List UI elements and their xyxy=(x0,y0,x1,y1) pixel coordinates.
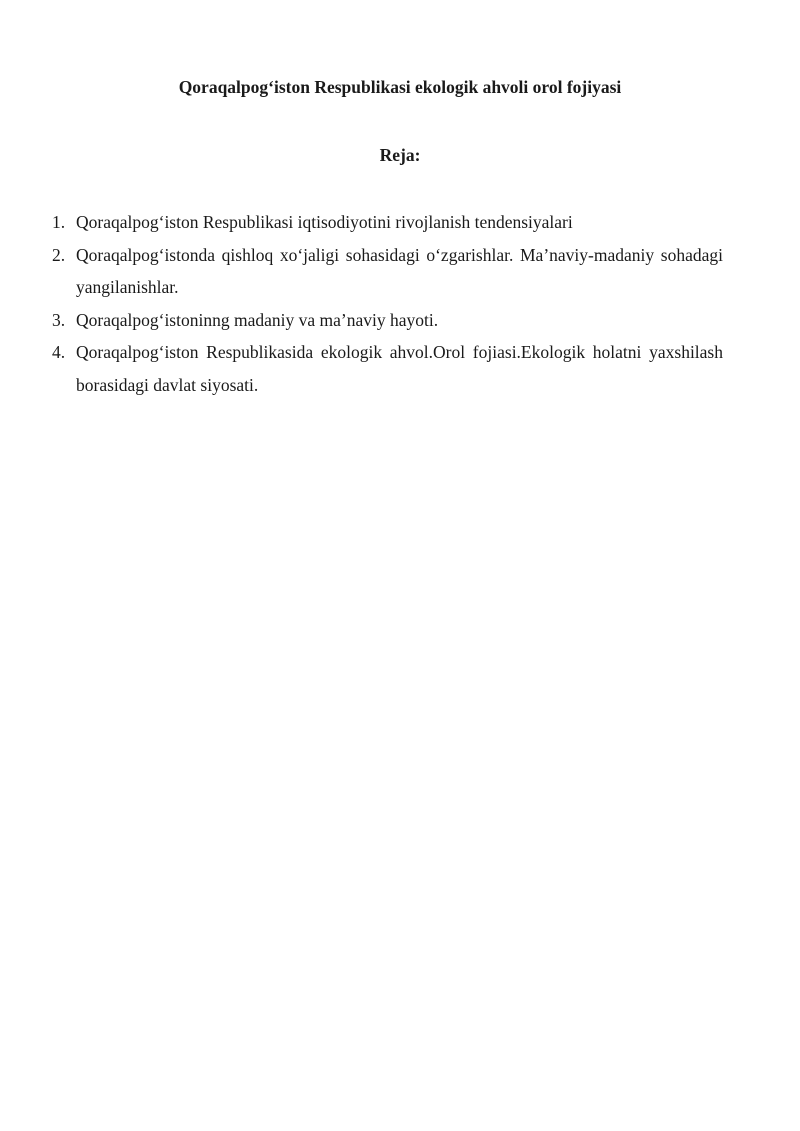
list-item-number: 1. xyxy=(52,212,66,232)
plan-heading: Reja: xyxy=(379,145,421,165)
list-item xyxy=(52,206,723,239)
list-item xyxy=(52,304,723,337)
list-item xyxy=(52,336,723,401)
list-item-text: Qoraqalpog‘istonda qishloq xo‘jaligi sohasidagi o‘zgarishlar. Ma’naviy-madaniy sohadagi yangilanishlar. xyxy=(76,244,723,297)
list-item-number: 3. xyxy=(52,309,66,330)
list-item-text: Qoraqalpog‘iston Respublikasida ekologik ahvol.Orol fojiasi.Ekologik holatni yaxshilash borasidagi davlat siyosati. xyxy=(76,342,723,395)
list-item-text: Qoraqalpog‘istoninng madaniy va ma’naviy hayoti. xyxy=(76,309,439,330)
document-title: Qoraqalpog‘iston Respublikasi ekologik ahvoli orol fojiyasi xyxy=(178,77,622,97)
list-item xyxy=(52,239,723,304)
list-item-number: 4. xyxy=(52,342,66,362)
list-item-text: Qoraqalpog‘iston Respublikasi iqtisodiyotini rivojlanish tendensiyalari xyxy=(76,212,573,232)
list-item-number: 2. xyxy=(52,244,66,265)
plan-list xyxy=(52,206,723,401)
